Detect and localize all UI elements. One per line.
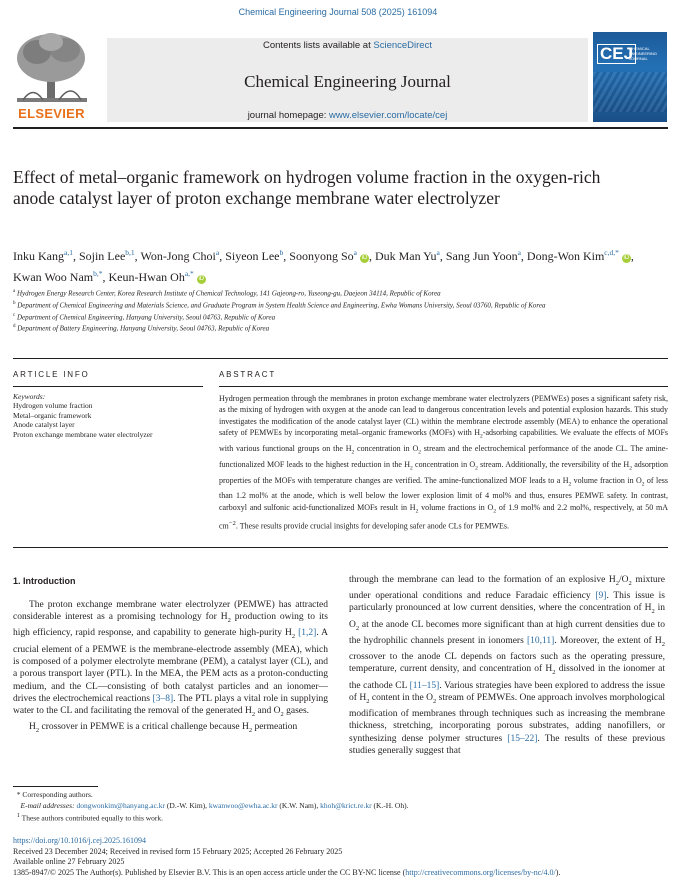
orcid-icon[interactable]: iD <box>623 255 630 261</box>
body-column-right <box>349 574 665 757</box>
author-name[interactable]: Sang Jun Yoon <box>445 249 518 263</box>
doi-link[interactable]: https://doi.org/10.1016/j.cej.2025.161094 <box>13 836 146 845</box>
author-name[interactable]: Siyeon Lee <box>225 249 280 263</box>
corresponding-text: Corresponding authors. <box>22 790 93 799</box>
email-link[interactable]: kwanwoo@ewha.ac.kr <box>208 800 278 810</box>
body-paragraph: through the membrane can lead to the formation of an explosive $H_2/O_2$ mixture under operational conditions and reduce Faradaic efficiency [9]. This issue is particularly pronounced at low current densities, where the concentration of $H_2$ in $O_2$ at the anode CL becomes more significant than at high current densities due to the hydrophilic channels present in ionomers [10,11]. Moreover, the extent of $H_2$ crossover to the anode CL depends on factors such as the operating pressure, temperature, current density, and concentration of $H_2$ dissolved in the ionomer at the cathode CL [11–15]. Various strategies have been explored to address the issue of $H_2$ content in the $O_2$ stream of PEMWEs. One approach involves morphological modification of membranes through techniques such as increasing the membrane thickness, stretching, incorporating porous substrates, adding nanofillers, or synthesizing dense polymer structures [15–22]. The results of these previous studies generally suggest that <box>349 575 666 756</box>
journal-cover[interactable] <box>593 32 667 122</box>
publication-meta <box>13 836 668 878</box>
keyword-item: Proton exchange membrane water electrolyzer <box>13 429 153 439</box>
cover-title: CHEMICAL ENGINEERING JOURNAL <box>629 46 658 61</box>
email-link[interactable]: dongwonkim@hanyang.ac.kr <box>76 800 166 810</box>
email-label: E-mail addresses: <box>20 800 75 810</box>
journal-title[interactable]: Chemical Engineering Journal <box>244 72 451 91</box>
author-affiliation-marker[interactable]: a <box>353 248 357 257</box>
journal-header <box>13 30 668 124</box>
affiliation-item: $^b$ Department of Chemical Engineering and Materials Science, and Graduate Program in System Health Science and Engineering, Ewha Womans University, Seoul 03760, Republic of Korea <box>13 300 546 310</box>
author-affiliation-marker[interactable]: a,* <box>184 269 194 278</box>
reference-link[interactable]: [3–8] <box>152 693 174 704</box>
email-owner: (K.W. Nam), <box>277 800 321 810</box>
abstract-rule <box>13 547 668 548</box>
abstract-text: Hydrogen permeation through the membranes in proton exchange membrane water electrolyzers (PEMWEs) poses a significant safety risk, as the mixing of hydrogen with oxygen at the anode can lead to dangerous concentration levels and potential explosion hazards. This study investigates the modification of the anode catalyst layer (CL) within the membrane electrode assembly (MEA) to enhance the operational safety of PEMWEs by incorporating metal–organic frameworks (MOFs) with $H_2$-adsorbing capabilities. We evaluate the effects of MOFs with various functional groups on the $H_2$ concentration in $O_2$ stream and the electrochemical performance of the anode CL. The amine-functionalized MOF leads to the highest reduction in the $H_2$ concentration in $O_2$ stream. Additionally, the reversibility of the $H_2$ adsorption properties of the MOFs with temperature changes are verified. The amine-functionalized MOF leads to a $H_2$ volume fraction in $O_2$ of less than 1.2 mol% at the anode, which is well below the lower explosion limit of 4 mol% and thus, ensures PEMWE safety. In contrast, carboxyl and sulfonic acid-functionalized MOFs result in $H_2$ volume fractions in $O_2$ of 1.9 mol% and 2.2 mol%, respectively, at 50 mA $cm^{-2}$. These results provide crucial insights for developing safer anode CLs for PEMWEs. <box>219 386 668 532</box>
email-link[interactable]: khoh@krict.re.kr <box>320 800 372 810</box>
author-list: Inku Kang$^{a,1}$, Sojin Lee$^{b,1}$, Won-Jong Choi$^a$, Siyeon Lee$^b$, Soonyong So$^a$ iD , Duk Man Yu$^a$, Sang Jun Yoon$^a$, Dong-Won Kim$^{c,d,*}$ iD , Kwan Woo Nam$^{b,*}$, Keun-Hwan $Oh^{a,*}$ iD <box>13 248 634 284</box>
author-name[interactable]: Duk Man Yu <box>374 249 437 263</box>
keyword-item: Metal–organic framework <box>13 410 92 420</box>
keywords-label: Keywords: <box>13 392 46 401</box>
journal-box <box>107 38 588 122</box>
author-affiliation-marker[interactable]: c,d,* <box>604 248 619 257</box>
author-affiliation-marker[interactable]: b <box>279 248 284 257</box>
keyword-item: Anode catalyst layer <box>13 420 75 429</box>
equal-text: These authors contributed equally to this work. <box>21 813 164 823</box>
author-affiliation-marker[interactable]: a <box>215 248 220 257</box>
body-column-left <box>13 599 328 738</box>
license-text: 1385-8947/© 2025 The Author(s). Published by Elsevier B.V. This is an open access article under the CC BY-NC license ( <box>13 867 406 877</box>
author-affiliation-marker[interactable]: a,1 <box>64 248 73 257</box>
author-name[interactable]: Sojin Lee <box>78 249 126 263</box>
article-info <box>13 370 203 439</box>
affiliation-item: $^c$ Department of Chemical Engineering, Hanyang University, Seoul 04763, Republic of Korea <box>13 312 276 321</box>
intro-heading: 1. Introduction <box>13 576 76 586</box>
corresponding-note: * Corresponding authors. <box>13 790 93 799</box>
homepage-prefix: journal homepage: <box>247 110 330 121</box>
header-rule <box>13 127 668 129</box>
keyword-item: Hydrogen volume fraction <box>13 401 93 410</box>
cover-abbrev: CEJ <box>597 44 636 64</box>
section-rule <box>13 358 668 359</box>
footnote-rule <box>13 786 98 787</box>
license-suffix: ). <box>555 867 561 877</box>
contents-line <box>107 40 588 51</box>
abstract <box>219 370 668 532</box>
tree-icon <box>13 30 90 110</box>
article-title: Effect of metal–organic framework on hydrogen volume fraction in the oxygen-rich anode catalyst layer of proton exchange membrane water electrolyzer <box>13 167 601 208</box>
body-paragraph: $H_2$ crossover in PEMWE is a critical challenge because $H_2$ permeation <box>29 722 298 735</box>
email-owner: (K.-H. Oh). <box>371 800 409 810</box>
author-affiliation-marker[interactable]: b,* <box>93 269 103 278</box>
equal-contribution-note: $^1$ These authors contributed equally to this work. <box>16 812 164 823</box>
keyword-list <box>13 401 203 439</box>
email-owner: (D.-W. Kim), <box>165 800 209 810</box>
contents-prefix: Contents lists available at <box>263 40 374 51</box>
body-paragraph: The proton exchange membrane water electrolyzer (PEMWE) has attracted considerable interest as a promising technology for $H_2$ production owing to its high efficiency, rapid response, and capability to generate high-purity $H_2$ [1,2]. A crucial element of a PEMWE is the membrane-electrode assembly (MEA), which is composed of a polymer electrolyte membrane (PEM), a catalyst layer (CL), and a porous transport layer (PTL). In the MEA, the PEM acts as a proton-conducting medium, and the CL—consisting of both catalyst particles and an ionomer—drives the electrochemical reactions [3–8]. The PTL plays a vital role in supplying water to the CL and facilitating the removal of the generated $H_2$ and $O_2$ gases. <box>13 600 329 719</box>
reference-link[interactable]: [10,11] <box>527 635 555 646</box>
author-affiliation-marker[interactable]: a <box>517 248 521 257</box>
cover-pattern <box>593 72 667 112</box>
journal-citation[interactable]: Chemical Engineering Journal 508 (2025) 161094 <box>238 7 438 17</box>
reference-link[interactable]: [9] <box>595 591 607 602</box>
email-line <box>13 801 663 812</box>
homepage-link[interactable]: www.elsevier.com/locate/cej <box>329 110 448 121</box>
abstract-heading: ABSTRACT <box>219 370 277 379</box>
orcid-icon[interactable]: iD <box>361 255 368 261</box>
received-dates: Received 23 December 2024; Received in revised form 15 February 2025; Accepted 26 February 2025 <box>13 846 343 856</box>
article-info-rule <box>13 386 203 387</box>
reference-link[interactable]: [1,2] <box>298 628 317 639</box>
author-affiliation-marker[interactable]: a <box>436 248 440 257</box>
affiliations <box>13 287 653 334</box>
footnotes <box>13 790 663 824</box>
article-info-heading: ARTICLE INFO <box>13 370 90 379</box>
license-link[interactable]: http://creativecommons.org/licenses/by-nc/4.0/ <box>405 867 556 877</box>
author-name[interactable]: Inku Kang <box>13 249 64 263</box>
sciencedirect-link[interactable]: ScienceDirect <box>373 40 432 51</box>
homepage-line <box>107 110 588 121</box>
reference-link[interactable]: [11–15] <box>409 680 440 691</box>
license-line <box>13 868 668 879</box>
elsevier-tree-logo <box>13 30 90 124</box>
publisher-name: ELSEVIER <box>18 106 85 121</box>
affiliation-item: $^d$ Department of Battery Engineering, Hanyang University, Seoul 04763, Republic of Korea <box>13 324 270 333</box>
author-name[interactable]: Won-Jong Choi <box>140 249 216 263</box>
affiliation-item: $^a$ Hydrogen Energy Research Center, Korea Research Institute of Chemical Technology, 141 Gajeong-ro, Yuseong-gu, Daejeon 34114, Republic of Korea <box>13 289 441 298</box>
author-name[interactable]: Kwan Woo Nam <box>13 270 94 284</box>
online-date: Available online 27 February 2025 <box>13 857 125 866</box>
author-name[interactable]: Keun-Hwan Oh <box>108 270 185 284</box>
author-name[interactable]: Dong-Won Kim <box>526 249 605 263</box>
author-affiliation-marker[interactable]: b,1 <box>125 248 135 257</box>
orcid-icon[interactable]: iD <box>198 276 205 282</box>
reference-link[interactable]: [15–22] <box>507 733 538 744</box>
author-name[interactable]: Soonyong So <box>289 249 354 263</box>
